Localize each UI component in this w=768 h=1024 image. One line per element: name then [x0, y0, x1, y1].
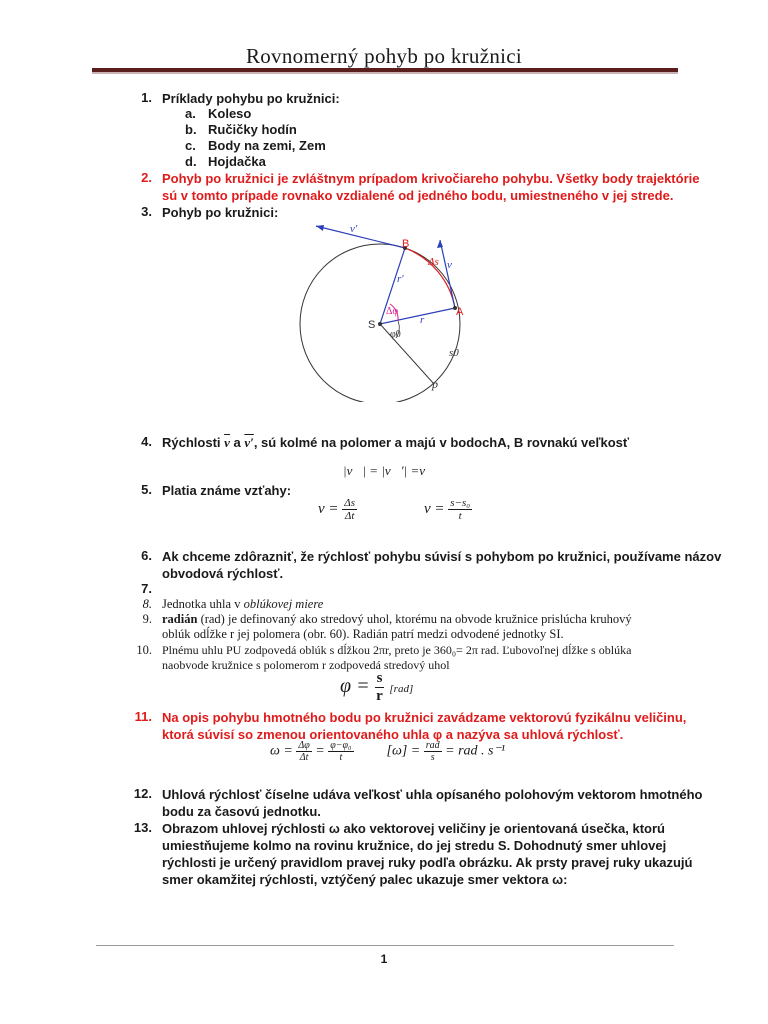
- eq-unit-rad-s: = rad . s⁻¹: [445, 743, 506, 759]
- sub-item-text: Ručičky hodín: [208, 122, 297, 137]
- label-v-prime: v′: [350, 223, 358, 235]
- arrowhead-v-prime: [316, 225, 324, 231]
- title-rule: [92, 68, 678, 72]
- item-9-line1-text: (rad) je definovaný ako stredový uhol, ktorému na obvode kružnice prislúcha kruhový: [197, 612, 632, 626]
- item-2-line1: Pohyb po kružnici je zvláštnym prípadom krivočiareho pohybu. Všetky body trajektórie: [162, 171, 700, 186]
- item-10-line1: Plnému uhlu PU zodpovedá oblúk s dĺžkou 2πr, preto je 360₀= 2π rad. Ľubovoľnej dĺžke s oblúka: [162, 643, 632, 657]
- center-point: [378, 322, 382, 326]
- equation-phi-s-r: [340, 670, 413, 705]
- item-number: 9.: [142, 612, 152, 626]
- label-s0: s0: [449, 347, 459, 359]
- item-4-pre: Rýchlosti: [162, 435, 225, 450]
- item-13-line1: Obrazom uhlovej rýchlosti ω ako vektorovej veličiny je orientovaná úsečka, ktorú: [162, 821, 665, 836]
- item-number: 4.: [141, 434, 152, 449]
- sub-letter: b.: [185, 122, 197, 137]
- page-title: Rovnomerný pohyb po kružnici: [245, 44, 523, 68]
- eq-v-label: v =: [318, 500, 339, 517]
- item-number: 12.: [133, 786, 152, 801]
- sub-item-text: Body na zemi, Zem: [208, 138, 326, 153]
- eq-denominator: t: [339, 752, 343, 763]
- eq-v-label: v =: [424, 500, 445, 517]
- eq-numerator: φ−φ₀: [330, 740, 352, 751]
- equation-v-ds-dt: [318, 497, 357, 522]
- item-number: 2.: [141, 170, 152, 185]
- eq-denominator: t: [458, 510, 462, 522]
- item-4-post: , sú kolmé na polomer a majú v bodochA, B rovnakú veľkosť: [253, 435, 630, 450]
- item-number: 10.: [136, 643, 152, 657]
- item-13-line2: umiestňujeme kolmo na rovinu kružnice, do jej stredu S. Dohodnutý smer uhlovej: [162, 838, 667, 853]
- item-6-line1: Ak chceme zdôrazniť, že rýchlosť pohybu súvisí s pohybom po kružnici, používame názov: [162, 549, 722, 564]
- item-9-line1: [162, 612, 632, 627]
- circle-motion-figure: [290, 222, 490, 402]
- item-1-text: Príklady pohybu po kružnici:: [162, 91, 340, 106]
- item-number: 13.: [133, 820, 152, 835]
- item-12-line2: bodu za časovú jednotku.: [162, 804, 321, 819]
- item-4-mid: a: [229, 435, 245, 450]
- footer-rule: [96, 945, 674, 946]
- sub-letter: c.: [185, 138, 196, 153]
- item-9-line2: oblúk odĺžke r jej polomera (obr. 60). Radián patrí medzi odvodené jednotky SI.: [162, 627, 564, 641]
- eq-equals: =: [315, 743, 325, 759]
- eq-denominator: s: [430, 752, 435, 763]
- item-6-line2: obvodová rýchlosť.: [162, 566, 284, 581]
- label-r: r: [420, 314, 425, 326]
- page-number: 1: [380, 952, 388, 966]
- item-number: 8.: [142, 597, 152, 611]
- equation-omega: [270, 740, 505, 763]
- eq-phi: φ =: [340, 675, 370, 698]
- item-number: 3.: [141, 204, 152, 219]
- item-number: 6.: [141, 548, 152, 563]
- eq-numerator: s: [376, 670, 383, 686]
- item-11-line2: ktorá súvisí so zmenou orientovaného uhla φ a nazýva sa uhlová rýchlosť.: [162, 727, 624, 742]
- vector-v-prime: v′: [244, 435, 254, 450]
- sub-item-text: Koleso: [208, 106, 252, 121]
- label-delta-s: Δs: [428, 256, 439, 268]
- item-number: 11.: [134, 709, 152, 724]
- item-number: 7.: [141, 581, 152, 596]
- label-v: v: [447, 259, 452, 271]
- sub-letter: d.: [185, 154, 197, 169]
- reference-line-p: [380, 324, 434, 384]
- velocity-v-prime: [316, 226, 405, 248]
- label-p: p: [432, 377, 438, 391]
- eq-denominator: r: [376, 688, 383, 704]
- eq-numerator: Δφ: [298, 740, 310, 751]
- eq-numerator: rad: [425, 740, 440, 751]
- item-number: 1.: [141, 90, 152, 105]
- item-3-text: Pohyb po kružnici:: [162, 205, 279, 220]
- equation-speed-equal: |v⃗| = |v⃗′| =v: [343, 463, 425, 478]
- item-8-pre: Jednotka uhla v: [162, 597, 244, 611]
- label-b: B: [402, 238, 410, 250]
- item-13-line3: rýchlosti je určený pravidlom pravej ruky podľa obrázku. Ak prsty pravej ruky ukazujú: [162, 855, 693, 870]
- eq-denominator: Δt: [344, 510, 355, 522]
- item-number: 5.: [141, 482, 152, 497]
- label-phi0: φ0: [390, 329, 401, 340]
- item-2-line2: sú v tomto prípade rovnako vzdialené od jedného bodu, umiestneného v jej strede.: [162, 188, 674, 203]
- sub-item-text: Hojdačka: [208, 154, 266, 169]
- eq-numerator: Δs: [344, 497, 356, 509]
- item-13-line4: smer okamžitej rýchlosti, vztýčený palec ukazuje smer vektora ω:: [162, 872, 568, 887]
- label-a: A: [456, 306, 464, 318]
- item-8-em: oblúkovej miere: [243, 597, 324, 611]
- item-5-text: Platia známe vzťahy:: [162, 483, 292, 498]
- arrowhead-v: [437, 240, 443, 248]
- item-11-line1: Na opis pohybu hmotného bodu po kružnici zavádzame vektorovú fyzikálnu veličinu,: [162, 710, 687, 725]
- item-12-line1: Uhlová rýchlosť číselne udáva veľkosť uhla opísaného polohovým vektorom hmotného: [162, 787, 703, 802]
- vector-v: $\overline{v}$: [224, 435, 230, 450]
- equation-v-s-s0-t: [424, 497, 472, 522]
- item-10-line2: naobvode kružnice s polomerom r zodpovedá stredový uhol: [162, 658, 450, 672]
- eq-numerator: s−s₀: [450, 497, 471, 509]
- label-r-prime: r′: [397, 273, 404, 285]
- label-delta-phi: Δφ: [386, 306, 399, 317]
- eq-unit: [rad]: [389, 683, 414, 696]
- item-4-text: [162, 434, 629, 451]
- sub-letter: a.: [185, 106, 196, 121]
- term-radian: radián: [162, 612, 198, 626]
- eq-omega: ω =: [270, 743, 293, 759]
- item-8-text: [162, 597, 323, 612]
- label-s: S: [368, 319, 376, 331]
- eq-denominator: Δt: [299, 752, 309, 763]
- eq-unit-omega: [ω] =: [386, 743, 421, 759]
